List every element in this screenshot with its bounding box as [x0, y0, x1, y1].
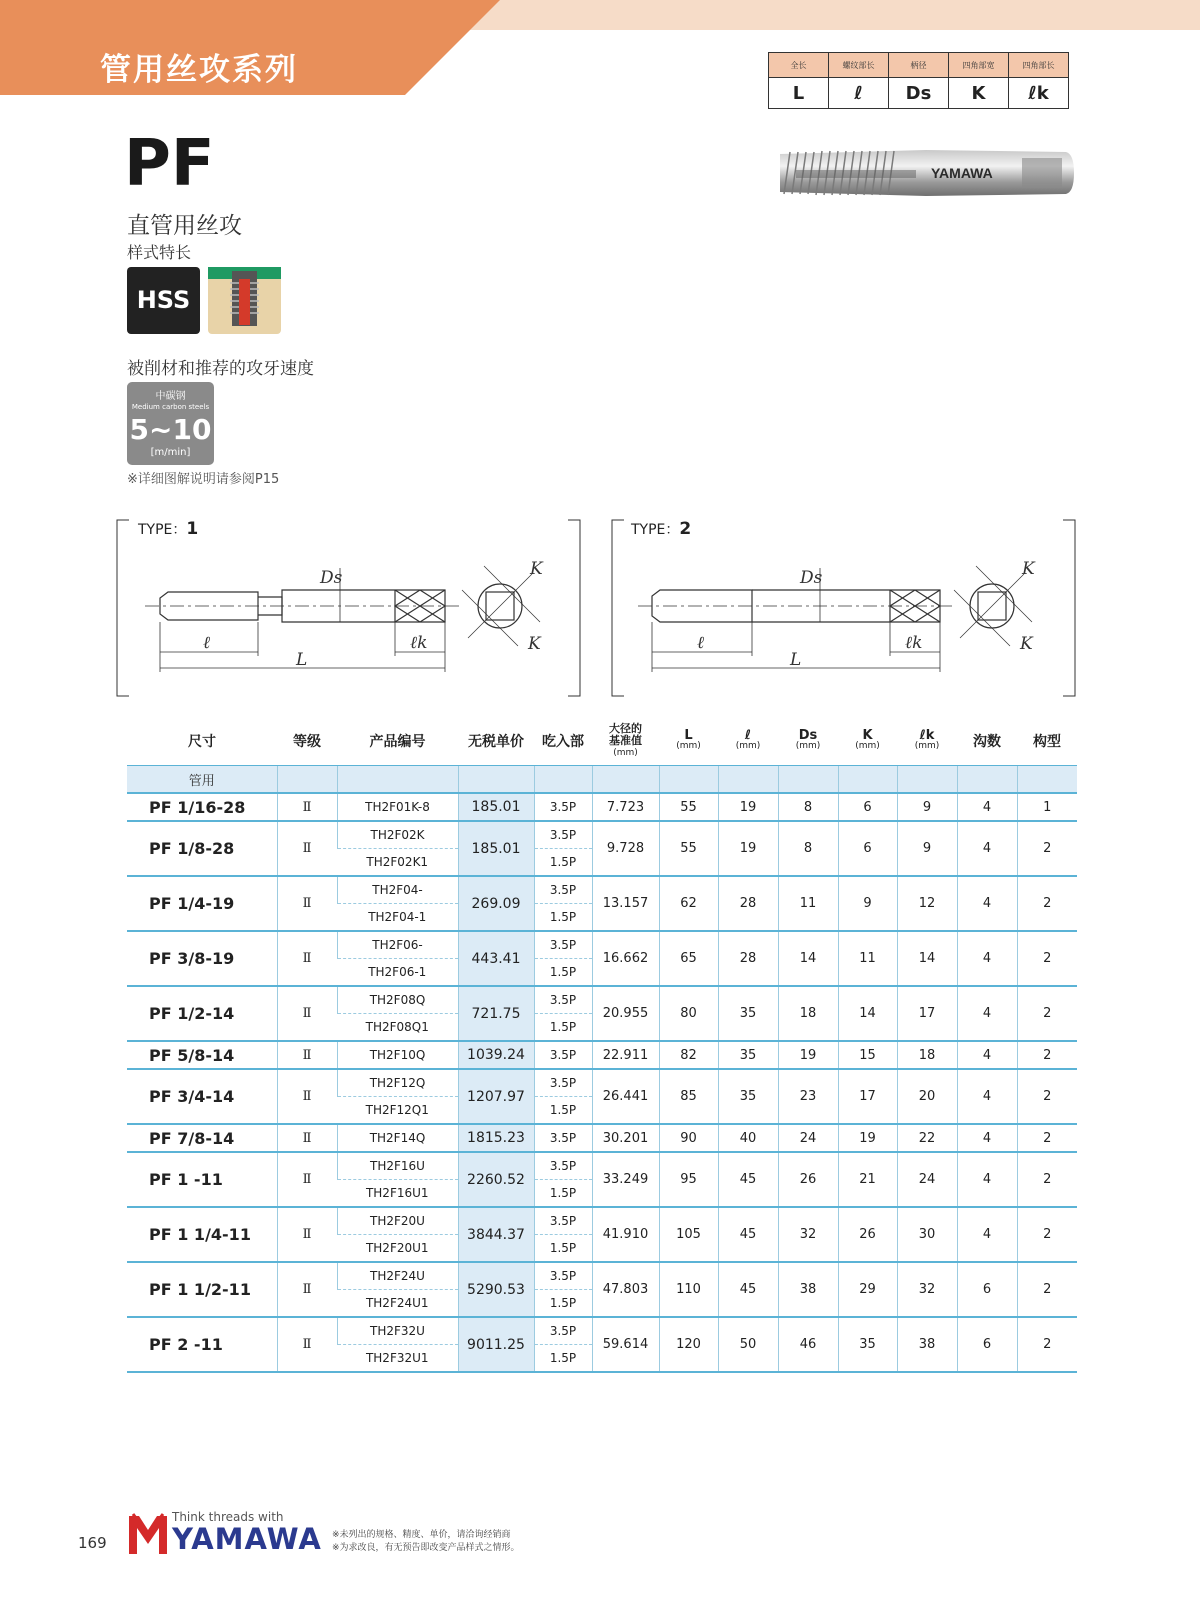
- flutes-cell: 4: [957, 793, 1017, 821]
- header-l: [718, 717, 778, 766]
- code-cell: TH2F02K1: [337, 849, 458, 877]
- price-cell: 185.01: [458, 793, 534, 821]
- code-cell: TH2F08Q1: [337, 1014, 458, 1042]
- table-row: [127, 1124, 1077, 1152]
- K-cell: 29: [838, 1262, 897, 1317]
- header-chamfer: 吃入部: [534, 717, 592, 766]
- code-cell: TH2F32U1: [337, 1345, 458, 1373]
- type-cell: 2: [1017, 931, 1077, 986]
- table-row: [127, 986, 1077, 1014]
- code-cell: TH2F32U: [337, 1317, 458, 1345]
- legend-label: 柄径: [889, 53, 949, 78]
- header-major-mid: 基准值: [609, 734, 642, 747]
- footer-brand: YAMAWA: [172, 1522, 322, 1556]
- lk-cell: 30: [897, 1207, 957, 1262]
- chamfer-cell: 3.5P: [534, 1317, 592, 1345]
- type-cell: 2: [1017, 1207, 1077, 1262]
- Ds-cell: 18: [778, 986, 838, 1041]
- header-l-unit: (mm): [735, 741, 761, 751]
- grade-cell: Ⅱ: [277, 876, 337, 931]
- chamfer-cell: 1.5P: [534, 1345, 592, 1373]
- grade-cell: Ⅱ: [277, 1152, 337, 1207]
- table-row: [127, 1317, 1077, 1345]
- header-lk-symbol: ℓk: [919, 728, 935, 743]
- lk-cell: 14: [897, 931, 957, 986]
- type2-l-total-label: L: [790, 650, 802, 670]
- header-price: 无税单价: [458, 717, 534, 766]
- chamfer-cell: 1.5P: [534, 1290, 592, 1318]
- legend-label: 四角部宽: [949, 53, 1009, 78]
- L-cell: 62: [659, 876, 718, 931]
- size-cell: PF 3/8-19: [127, 931, 277, 986]
- code-cell: TH2F14Q: [337, 1124, 458, 1152]
- flutes-cell: 4: [957, 1152, 1017, 1207]
- header-grade: 等级: [277, 717, 337, 766]
- price-cell: 721.75: [458, 986, 534, 1041]
- major-cell: 16.662: [592, 931, 659, 986]
- l-cell: 40: [718, 1124, 778, 1152]
- speed-unit: [m/min]: [150, 447, 191, 458]
- type1-l-total-label: L: [296, 650, 308, 670]
- type2-lk-label: ℓk: [905, 633, 923, 653]
- table-row: [127, 793, 1077, 821]
- tap-product-photo: [776, 140, 1076, 206]
- grade-cell: Ⅱ: [277, 1317, 337, 1372]
- K-cell: 17: [838, 1069, 897, 1124]
- legend-symbol: Ds: [889, 78, 949, 109]
- code-cell: TH2F04-1: [337, 904, 458, 932]
- l-cell: 35: [718, 1041, 778, 1069]
- type1-k-label-bottom: K: [528, 634, 541, 654]
- type2-k-label-top: K: [1022, 559, 1035, 579]
- chamfer-cell: 1.5P: [534, 1014, 592, 1042]
- chamfer-cell: 1.5P: [534, 1235, 592, 1263]
- code-cell: TH2F24U1: [337, 1290, 458, 1318]
- type2-number: 2: [679, 519, 692, 539]
- K-cell: 14: [838, 986, 897, 1041]
- price-cell: 3844.37: [458, 1207, 534, 1262]
- series-name: 直管用丝攻: [127, 213, 242, 239]
- K-cell: 35: [838, 1317, 897, 1372]
- thread-type-icon: [208, 267, 281, 334]
- chamfer-cell: 1.5P: [534, 849, 592, 877]
- header-K-symbol: K: [862, 728, 873, 743]
- Ds-cell: 14: [778, 931, 838, 986]
- type-cell: 2: [1017, 1152, 1077, 1207]
- code-cell: TH2F06-1: [337, 959, 458, 987]
- K-cell: 19: [838, 1124, 897, 1152]
- table-row: [127, 1207, 1077, 1235]
- type1-ds-label: Ds: [320, 568, 343, 588]
- type-cell: 2: [1017, 1069, 1077, 1124]
- header-L-unit: (mm): [676, 741, 701, 751]
- Ds-cell: 46: [778, 1317, 838, 1372]
- L-cell: 55: [659, 821, 718, 876]
- footer-note-1: ※未列出的规格、精度、单价，请洽询经销商: [332, 1530, 511, 1540]
- major-cell: 20.955: [592, 986, 659, 1041]
- chamfer-cell: 3.5P: [534, 931, 592, 959]
- footer-tagline: Think threads with: [172, 1510, 284, 1524]
- chamfer-cell: 3.5P: [534, 1207, 592, 1235]
- price-cell: 5290.53: [458, 1262, 534, 1317]
- grade-cell: Ⅱ: [277, 986, 337, 1041]
- grade-cell: Ⅱ: [277, 1262, 337, 1317]
- major-cell: 13.157: [592, 876, 659, 931]
- speed-range: 5~10: [129, 413, 212, 446]
- table-row: [127, 1069, 1077, 1097]
- lk-cell: 24: [897, 1152, 957, 1207]
- page-number: 169: [78, 1534, 107, 1552]
- size-cell: PF 1/16-28: [127, 793, 277, 821]
- K-cell: 15: [838, 1041, 897, 1069]
- header-type: 构型: [1017, 717, 1077, 766]
- code-cell: TH2F01K-8: [337, 793, 458, 821]
- price-cell: 2260.52: [458, 1152, 534, 1207]
- K-cell: 9: [838, 876, 897, 931]
- type-cell: 2: [1017, 1124, 1077, 1152]
- yamawa-logo-icon: [127, 1512, 169, 1556]
- K-cell: 11: [838, 931, 897, 986]
- code-cell: TH2F06-: [337, 931, 458, 959]
- table-row: [127, 876, 1077, 904]
- type1-prefix: TYPE：: [138, 522, 187, 538]
- lk-cell: 20: [897, 1069, 957, 1124]
- lk-cell: 17: [897, 986, 957, 1041]
- type1-drawing: [145, 566, 540, 672]
- L-cell: 110: [659, 1262, 718, 1317]
- type2-prefix: TYPE：: [631, 522, 680, 538]
- code-cell: TH2F08Q: [337, 986, 458, 1014]
- lk-cell: 9: [897, 821, 957, 876]
- header-K-unit: (mm): [855, 741, 880, 751]
- flutes-cell: 4: [957, 986, 1017, 1041]
- l-cell: 45: [718, 1262, 778, 1317]
- size-cell: PF 7/8-14: [127, 1124, 277, 1152]
- chamfer-cell: 3.5P: [534, 1152, 592, 1180]
- type1-k-label-top: K: [530, 559, 543, 579]
- l-cell: 28: [718, 931, 778, 986]
- Ds-cell: 32: [778, 1207, 838, 1262]
- photo-brand-text: YAMAWA: [931, 165, 993, 181]
- header-Ds: [778, 717, 838, 766]
- K-cell: 6: [838, 821, 897, 876]
- size-cell: PF 1 1/2-11: [127, 1262, 277, 1317]
- type2-k-label-bottom: K: [1020, 634, 1033, 654]
- K-cell: 6: [838, 793, 897, 821]
- l-cell: 45: [718, 1152, 778, 1207]
- major-cell: 26.441: [592, 1069, 659, 1124]
- size-cell: PF 2 -11: [127, 1317, 277, 1372]
- speed-note: ※详细图解说明请参阅P15: [127, 472, 280, 487]
- speed-heading: 被削材和推荐的攻牙速度: [127, 359, 314, 379]
- major-cell: 41.910: [592, 1207, 659, 1262]
- flutes-cell: 4: [957, 821, 1017, 876]
- header-major-top: 大径的: [609, 722, 642, 735]
- header-flutes: 沟数: [957, 717, 1017, 766]
- lk-cell: 38: [897, 1317, 957, 1372]
- header-major-unit: (mm): [613, 748, 638, 758]
- price-cell: 443.41: [458, 931, 534, 986]
- type2-ds-label: Ds: [800, 568, 823, 588]
- legend-symbol: L: [769, 78, 829, 109]
- type-cell: 2: [1017, 1317, 1077, 1372]
- chamfer-cell: 3.5P: [534, 876, 592, 904]
- type1-l-thread-label: ℓ: [203, 633, 211, 653]
- speed-badge: [127, 382, 214, 465]
- price-cell: 1815.23: [458, 1124, 534, 1152]
- price-cell: 185.01: [458, 821, 534, 876]
- size-cell: PF 1 1/4-11: [127, 1207, 277, 1262]
- size-cell: PF 1/8-28: [127, 821, 277, 876]
- lk-cell: 9: [897, 793, 957, 821]
- size-cell: PF 1 -11: [127, 1152, 277, 1207]
- Ds-cell: 38: [778, 1262, 838, 1317]
- l-cell: 19: [718, 793, 778, 821]
- hss-badge: HSS: [127, 267, 200, 334]
- L-cell: 95: [659, 1152, 718, 1207]
- table-row: [127, 1041, 1077, 1069]
- type2-drawing: [638, 566, 1032, 672]
- code-cell: TH2F20U: [337, 1207, 458, 1235]
- chamfer-cell: 3.5P: [534, 1262, 592, 1290]
- grade-cell: Ⅱ: [277, 1207, 337, 1262]
- size-cell: PF 1/4-19: [127, 876, 277, 931]
- chamfer-cell: 3.5P: [534, 1124, 592, 1152]
- L-cell: 85: [659, 1069, 718, 1124]
- l-cell: 35: [718, 1069, 778, 1124]
- l-cell: 45: [718, 1207, 778, 1262]
- flutes-cell: 4: [957, 931, 1017, 986]
- flutes-cell: 4: [957, 1207, 1017, 1262]
- price-cell: 1039.24: [458, 1041, 534, 1069]
- l-cell: 28: [718, 876, 778, 931]
- K-cell: 26: [838, 1207, 897, 1262]
- Ds-cell: 11: [778, 876, 838, 931]
- chamfer-cell: 1.5P: [534, 904, 592, 932]
- type-cell: 2: [1017, 876, 1077, 931]
- K-cell: 21: [838, 1152, 897, 1207]
- header-lk-unit: (mm): [914, 741, 940, 751]
- l-cell: 50: [718, 1317, 778, 1372]
- code-cell: TH2F12Q: [337, 1069, 458, 1097]
- major-cell: 22.911: [592, 1041, 659, 1069]
- L-cell: 55: [659, 793, 718, 821]
- lk-cell: 12: [897, 876, 957, 931]
- type-cell: 2: [1017, 821, 1077, 876]
- code-cell: TH2F24U: [337, 1262, 458, 1290]
- type-cell: 2: [1017, 1262, 1077, 1317]
- code-cell: TH2F16U1: [337, 1180, 458, 1208]
- legend-symbol: ℓ: [829, 78, 889, 109]
- header-L-symbol: L: [684, 728, 693, 743]
- price-cell: 1207.97: [458, 1069, 534, 1124]
- l-cell: 35: [718, 986, 778, 1041]
- Ds-cell: 19: [778, 1041, 838, 1069]
- flutes-cell: 4: [957, 1069, 1017, 1124]
- code-cell: TH2F20U1: [337, 1235, 458, 1263]
- legend-label: 四角部长: [1009, 53, 1069, 78]
- type2-label: [631, 519, 691, 539]
- grade-cell: Ⅱ: [277, 1124, 337, 1152]
- L-cell: 80: [659, 986, 718, 1041]
- flutes-cell: 6: [957, 1262, 1017, 1317]
- header-Ds-unit: (mm): [795, 741, 821, 751]
- price-cell: 269.09: [458, 876, 534, 931]
- code-cell: TH2F02K: [337, 821, 458, 849]
- lk-cell: 32: [897, 1262, 957, 1317]
- code-cell: TH2F04-: [337, 876, 458, 904]
- l-cell: 19: [718, 821, 778, 876]
- type1-lk-label: ℓk: [410, 633, 428, 653]
- type2-l-thread-label: ℓ: [697, 633, 705, 653]
- Ds-cell: 24: [778, 1124, 838, 1152]
- flutes-cell: 4: [957, 1124, 1017, 1152]
- series-style: 样式特长: [127, 243, 192, 262]
- price-cell: 9011.25: [458, 1317, 534, 1372]
- L-cell: 105: [659, 1207, 718, 1262]
- header-Ds-symbol: Ds: [798, 728, 818, 743]
- footer-note-2: ※为求改良，有无预告即改变产品样式之情形。: [332, 1543, 520, 1553]
- L-cell: 120: [659, 1317, 718, 1372]
- chamfer-cell: 3.5P: [534, 1069, 592, 1097]
- chamfer-cell: 3.5P: [534, 821, 592, 849]
- major-cell: 47.803: [592, 1262, 659, 1317]
- series-code: PF: [124, 127, 215, 201]
- Ds-cell: 8: [778, 793, 838, 821]
- chamfer-cell: 3.5P: [534, 1041, 592, 1069]
- code-cell: TH2F10Q: [337, 1041, 458, 1069]
- header-L: [659, 717, 718, 766]
- grade-cell: Ⅱ: [277, 1041, 337, 1069]
- table-row: [127, 931, 1077, 959]
- major-cell: 33.249: [592, 1152, 659, 1207]
- group-label: 管用: [127, 766, 277, 794]
- grade-cell: Ⅱ: [277, 821, 337, 876]
- lk-cell: 22: [897, 1124, 957, 1152]
- chamfer-cell: 1.5P: [534, 1180, 592, 1208]
- grade-cell: Ⅱ: [277, 793, 337, 821]
- speed-material-en: Medium carbon steels: [131, 403, 210, 411]
- header-l-symbol: ℓ: [744, 728, 752, 743]
- major-cell: 7.723: [592, 793, 659, 821]
- type-diagrams: [0, 510, 1200, 710]
- Ds-cell: 26: [778, 1152, 838, 1207]
- legend-label: 螺纹部长: [829, 53, 889, 78]
- table-row: [127, 1152, 1077, 1180]
- size-cell: PF 3/4-14: [127, 1069, 277, 1124]
- L-cell: 82: [659, 1041, 718, 1069]
- chamfer-cell: 1.5P: [534, 959, 592, 987]
- chamfer-cell: 3.5P: [534, 793, 592, 821]
- table-row: [127, 821, 1077, 849]
- chamfer-cell: 3.5P: [534, 986, 592, 1014]
- speed-material-cn: 中碳钢: [155, 391, 186, 402]
- flutes-cell: 4: [957, 1041, 1017, 1069]
- spec-table: [127, 717, 1077, 1373]
- Ds-cell: 8: [778, 821, 838, 876]
- header-code: 产品编号: [337, 717, 458, 766]
- code-cell: TH2F16U: [337, 1152, 458, 1180]
- header-lk: [897, 717, 957, 766]
- type1-number: 1: [186, 519, 199, 539]
- table-row: [127, 1262, 1077, 1290]
- header-size: 尺寸: [127, 717, 277, 766]
- Ds-cell: 23: [778, 1069, 838, 1124]
- flutes-cell: 4: [957, 876, 1017, 931]
- L-cell: 65: [659, 931, 718, 986]
- header-K: [838, 717, 897, 766]
- major-cell: 59.614: [592, 1317, 659, 1372]
- legend-symbol: ℓk: [1009, 78, 1069, 109]
- size-cell: PF 5/8-14: [127, 1041, 277, 1069]
- major-cell: 30.201: [592, 1124, 659, 1152]
- legend-symbol: K: [949, 78, 1009, 109]
- type-cell: 2: [1017, 986, 1077, 1041]
- group-row: [127, 766, 1077, 794]
- header-major-diameter: [592, 717, 659, 766]
- type1-label: [138, 519, 198, 539]
- chamfer-cell: 1.5P: [534, 1097, 592, 1125]
- dimension-legend: [768, 52, 1069, 109]
- legend-label: 全长: [769, 53, 829, 78]
- major-cell: 9.728: [592, 821, 659, 876]
- flutes-cell: 6: [957, 1317, 1017, 1372]
- grade-cell: Ⅱ: [277, 931, 337, 986]
- type-cell: 2: [1017, 1041, 1077, 1069]
- grade-cell: Ⅱ: [277, 1069, 337, 1124]
- code-cell: TH2F12Q1: [337, 1097, 458, 1125]
- lk-cell: 18: [897, 1041, 957, 1069]
- page-title: 管用丝攻系列: [100, 52, 298, 88]
- size-cell: PF 1/2-14: [127, 986, 277, 1041]
- type-cell: 1: [1017, 793, 1077, 821]
- L-cell: 90: [659, 1124, 718, 1152]
